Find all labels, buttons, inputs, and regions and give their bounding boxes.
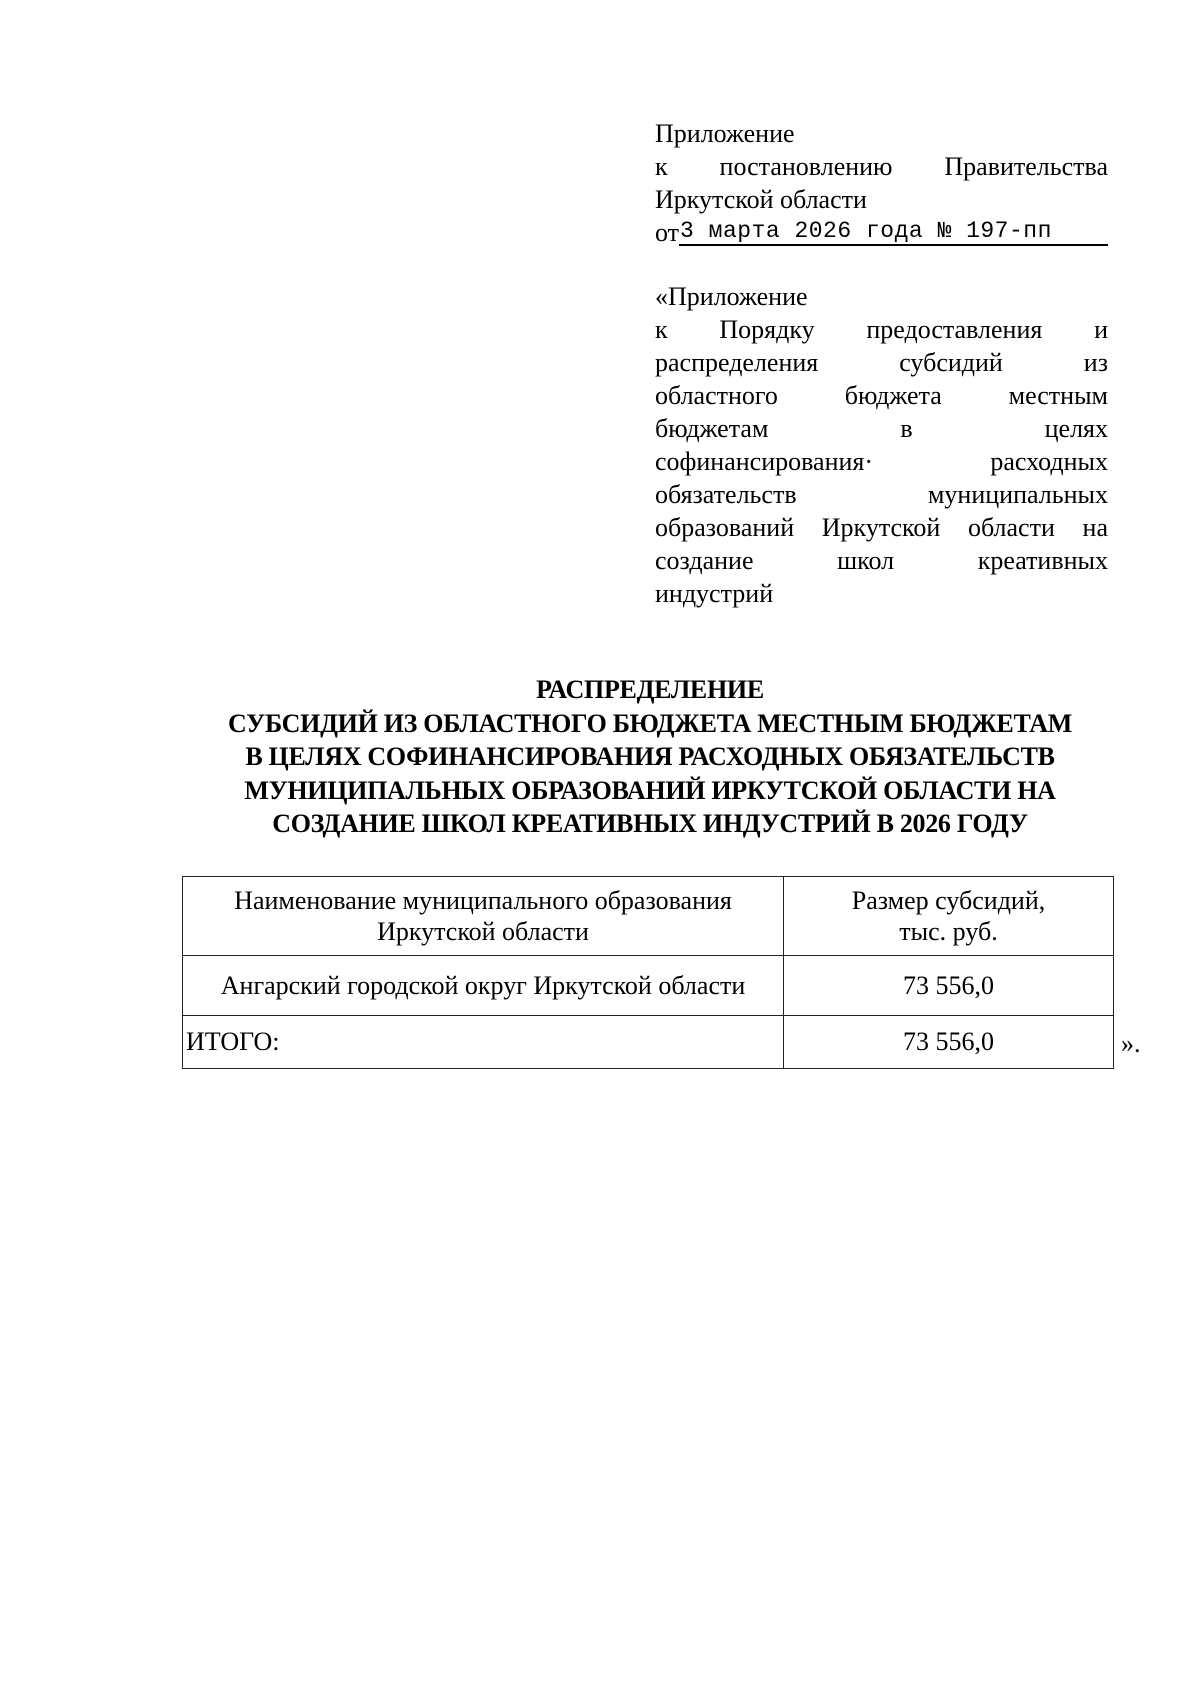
table-header-row [183, 877, 1114, 956]
order-appendix-line: образований Иркутской области на [655, 513, 1108, 542]
date-prefix: от [655, 218, 680, 247]
order-appendix-line: «Приложение [655, 282, 808, 311]
order-appendix-line: распределения субсидий из [655, 348, 1108, 377]
title-line: РАСПРЕДЕЛЕНИЕ [536, 675, 764, 704]
municipality-name: Ангарский городской округ Иркутской области [183, 956, 784, 1016]
total-amount: 73 556,0 [784, 1016, 1114, 1069]
title-line: СОЗДАНИЕ ШКОЛ КРЕАТИВНЫХ ИНДУСТРИЙ В 2026 ГОДУ [272, 809, 1028, 838]
header-municipality: Наименование муниципального образования Иркутской области [183, 877, 784, 956]
subsidy-distribution-table [182, 876, 1114, 1069]
table-total-row [183, 1016, 1114, 1069]
resolution-date-number: 3 марта 2026 года № 197-пп [679, 218, 1108, 246]
title-line: СУБСИДИЙ ИЗ ОБЛАСТНОГО БЮДЖЕТА МЕСТНЫМ БЮДЖЕТАМ [228, 708, 1072, 738]
total-label: ИТОГО: [183, 1016, 784, 1069]
appendix-region: Иркутской области [655, 185, 867, 214]
title-line: В ЦЕЛЯХ СОФИНАНСИРОВАНИЯ РАСХОДНЫХ ОБЯЗАТЕЛЬСТВ [245, 742, 1055, 771]
resolution-date-line [655, 216, 1108, 250]
order-appendix-line: бюджетам в целях [655, 414, 1108, 443]
document-title [150, 673, 1150, 841]
appendix-to-resolution: к постановлению Правительства [655, 152, 1109, 181]
title-line: МУНИЦИПАЛЬНЫХ ОБРАЗОВАНИЙ ИРКУТСКОЙ ОБЛАСТИ НА [244, 775, 1056, 805]
closing-quote-mark: ». [1121, 1029, 1141, 1058]
table-row [183, 956, 1114, 1016]
order-appendix-line: индустрий [655, 579, 774, 608]
order-appendix-line: обязательств муниципальных [655, 480, 1108, 509]
header-subsidy-amount: Размер субсидий, тыс. руб. [784, 877, 1114, 956]
appendix-title: Приложение [655, 119, 795, 148]
order-appendix-line: областного бюджета местным [655, 381, 1108, 410]
order-appendix-reference [655, 280, 1108, 610]
order-appendix-line: к Порядку предоставления и [655, 315, 1108, 344]
appendix-header [655, 117, 1108, 250]
subsidy-amount: 73 556,0 [784, 956, 1114, 1016]
order-appendix-line: создание школ креативных [655, 546, 1108, 575]
order-appendix-line: софинансирования· расходных [655, 447, 1108, 476]
